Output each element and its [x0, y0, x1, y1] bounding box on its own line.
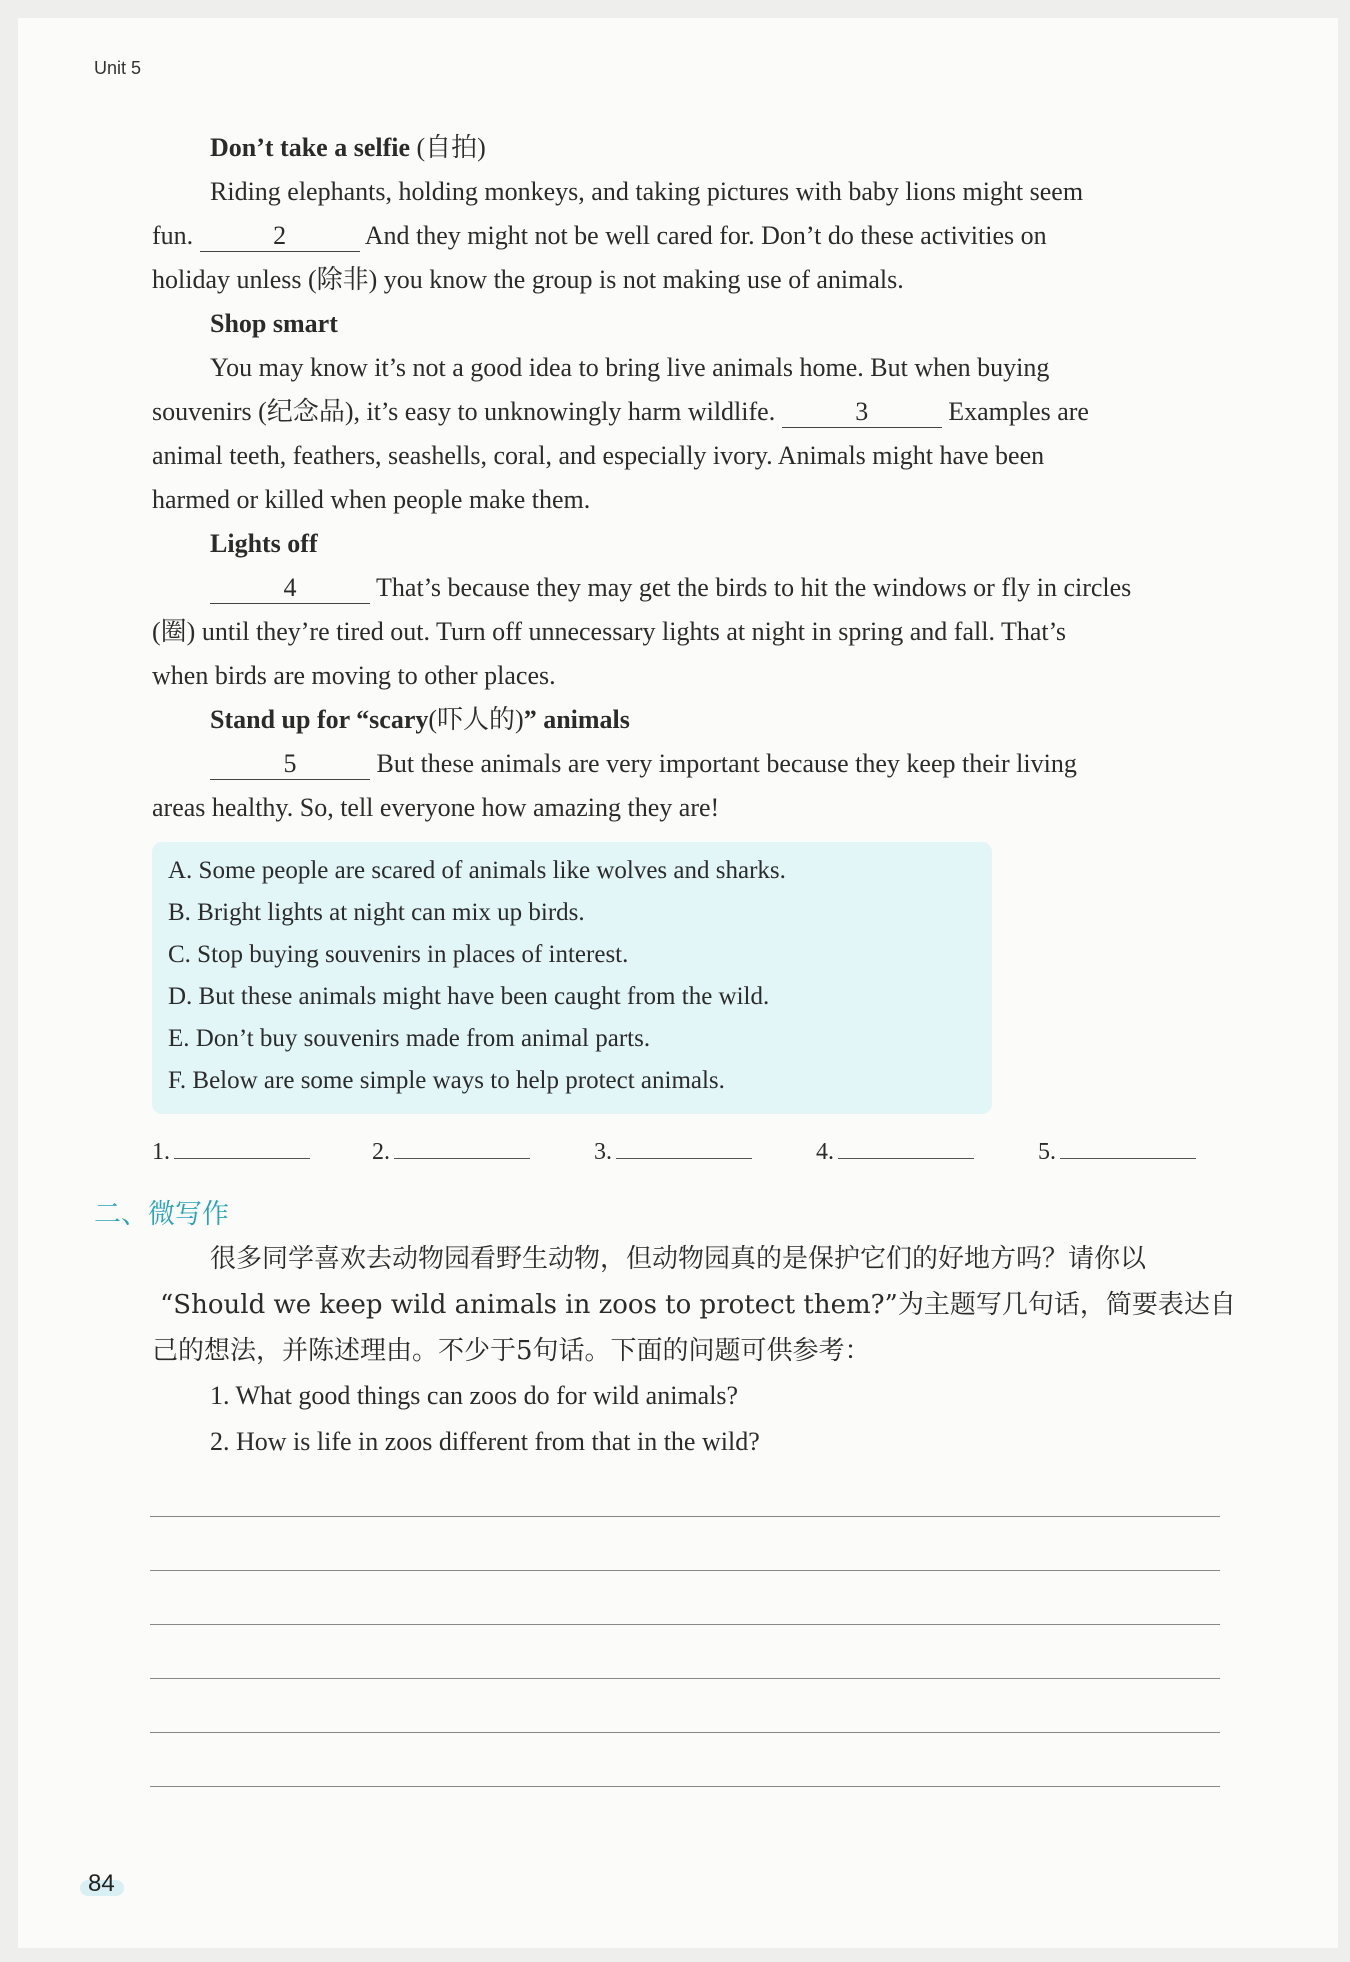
writing-line[interactable]: [150, 1786, 1220, 1787]
writing-instruction: 很多同学喜欢去动物园看野生动物，但动物园真的是保护它们的好地方吗？请你以: [210, 1244, 1147, 1274]
option-e: E. Don’t buy souvenirs made from animal parts.: [168, 1025, 651, 1052]
page-number: 84: [88, 1870, 115, 1897]
heading-stand-up: [210, 698, 630, 742]
paragraph-line: animal teeth, feathers, seashells, coral, and especially ivory. Animals might have been: [152, 441, 1045, 470]
paragraph-line: Riding elephants, holding monkeys, and taking pictures with baby lions might seem: [210, 177, 1084, 206]
paragraph-line: areas healthy. So, tell everyone how amazing they are!: [152, 793, 720, 822]
answer-label: 3.: [594, 1139, 612, 1165]
text-after-blank: And they might not be well cared for. Don’t do these activities on: [364, 221, 1047, 250]
heading-selfie-zh: (自拍): [416, 133, 486, 162]
option-a: A. Some people are scared of animals like wolves and sharks.: [168, 857, 786, 884]
answer-line[interactable]: [616, 1134, 752, 1159]
paragraph-line: [210, 566, 1131, 610]
unit-label: Unit 5: [94, 58, 142, 78]
paragraph-line: [152, 214, 1047, 258]
answer-1[interactable]: [152, 1134, 310, 1166]
answer-blank-2[interactable]: 2: [200, 221, 360, 252]
heading-lights-off: Lights off: [210, 529, 318, 558]
text-after-blank: That’s because they may get the birds to hit the windows or fly in circles: [376, 573, 1132, 602]
answer-4[interactable]: [816, 1134, 974, 1166]
writing-question-1: 1. What good things can zoos do for wild animals?: [210, 1381, 739, 1410]
option-f: F. Below are some simple ways to help protect animals.: [168, 1067, 725, 1094]
answer-3[interactable]: [594, 1134, 752, 1166]
answer-blank-3[interactable]: 3: [782, 397, 942, 428]
text-after-blank: Examples are: [948, 397, 1089, 426]
answer-label: 5.: [1038, 1139, 1056, 1165]
writing-instruction: 己的想法，并陈述理由。不少于5句话。下面的问题可供参考：: [152, 1336, 871, 1366]
heading-stand-up-post: ” animals: [523, 705, 630, 734]
answer-blank-5[interactable]: 5: [210, 749, 370, 780]
answer-blank-4[interactable]: 4: [210, 573, 370, 604]
answer-5[interactable]: [1038, 1134, 1196, 1166]
text-fun: fun.: [152, 221, 194, 250]
text-after-blank: But these animals are very important because they keep their living: [376, 749, 1077, 778]
writing-line[interactable]: [150, 1570, 1220, 1571]
writing-line[interactable]: [150, 1516, 1220, 1517]
writing-line[interactable]: [150, 1678, 1220, 1679]
paragraph-line: [210, 742, 1077, 786]
heading-shop-smart: Shop smart: [210, 309, 338, 338]
answer-line[interactable]: [394, 1134, 530, 1159]
answer-label: 4.: [816, 1139, 834, 1165]
writing-instruction: “Should we keep wild animals in zoos to protect them?”为主题写几句话，简要表达自: [160, 1290, 1236, 1320]
answer-label: 1.: [152, 1139, 170, 1165]
answer-label: 2.: [372, 1139, 390, 1165]
option-b: B. Bright lights at night can mix up birds.: [168, 899, 585, 926]
heading-selfie: [210, 126, 486, 170]
paragraph-line: (圈) until they’re tired out. Turn off unnecessary lights at night in spring and fall. That’s: [152, 617, 1066, 646]
option-c: C. Stop buying souvenirs in places of interest.: [168, 941, 629, 968]
heading-stand-up-pre: Stand up for “scary: [210, 705, 429, 734]
option-d: D. But these animals might have been caught from the wild.: [168, 983, 770, 1010]
writing-line[interactable]: [150, 1732, 1220, 1733]
answer-line[interactable]: [174, 1134, 310, 1159]
section-title-writing: 二、微写作: [94, 1199, 229, 1230]
answer-line[interactable]: [838, 1134, 974, 1159]
text-before-blank: souvenirs (纪念品), it’s easy to unknowingly harm wildlife.: [152, 397, 776, 426]
paragraph-line: when birds are moving to other places.: [152, 661, 556, 690]
answer-line[interactable]: [1060, 1134, 1196, 1159]
answer-2[interactable]: [372, 1134, 530, 1166]
writing-line[interactable]: [150, 1624, 1220, 1625]
paragraph-line: holiday unless (除非) you know the group is not making use of animals.: [152, 265, 904, 294]
heading-stand-up-zh: (吓人的): [428, 705, 524, 734]
writing-question-2: 2. How is life in zoos different from that in the wild?: [210, 1427, 760, 1456]
heading-selfie-text: Don’t take a selfie: [210, 133, 411, 162]
paragraph-line: harmed or killed when people make them.: [152, 485, 591, 514]
paragraph-line: You may know it’s not a good idea to bring live animals home. But when buying: [210, 353, 1050, 382]
paragraph-line: [152, 390, 1089, 434]
